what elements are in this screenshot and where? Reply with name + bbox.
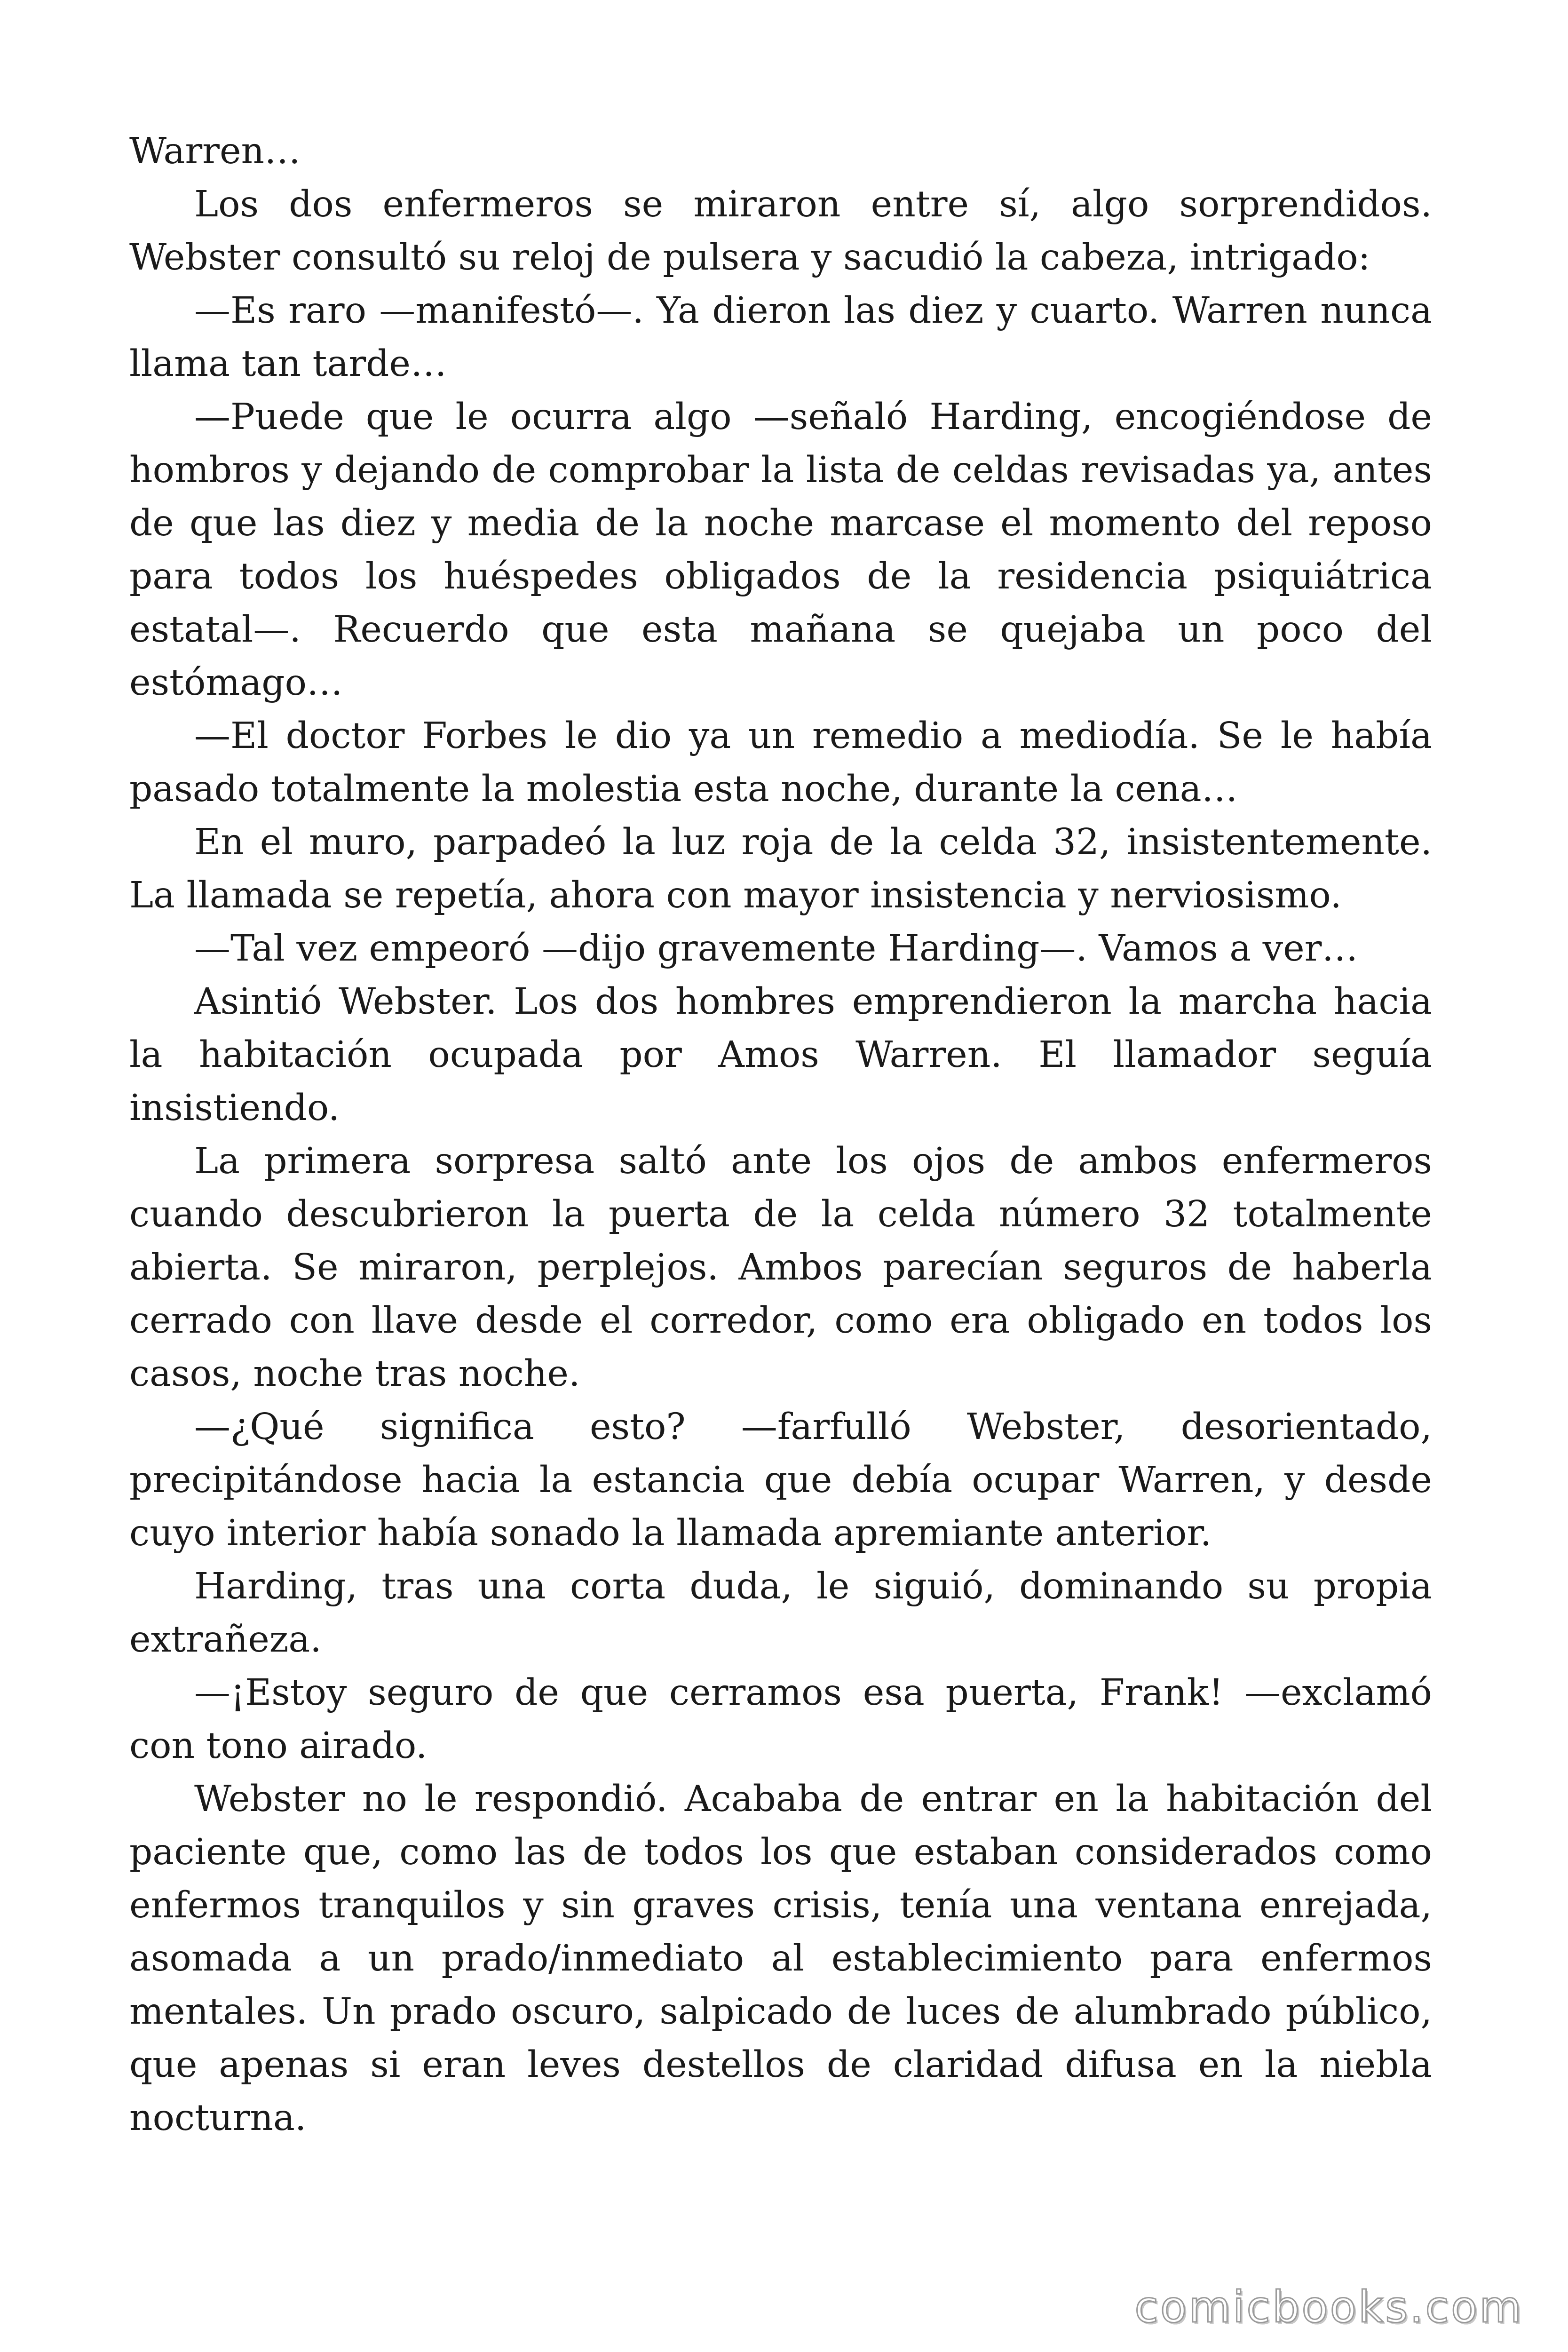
watermark: comicbooks.com	[1134, 2282, 1523, 2332]
paragraph-12: —¡Estoy seguro de que cerramos esa puerta, Frank! —exclamó con tono airado.	[129, 1672, 1432, 1767]
page-text	[129, 125, 1432, 2145]
paragraph-4: —Puede que le ocurra algo —señaló Harding, encogiéndose de hombros y dejando de comprobar la lista de celdas revisadas ya, antes de que las diez y media de la noche marcase el momento del reposo para todos los huéspedes obligados de la residencia psiquiátrica estatal—. Recuerdo que esta mañana se quejaba un poco del estómago…	[129, 396, 1432, 704]
paragraph-8: Asintió Webster. Los dos hombres emprendieron la marcha hacia la habitación ocupada por Amos Warren. El llamador seguía insistiendo.	[129, 981, 1432, 1129]
paragraph-3: —Es raro —manifestó—. Ya dieron las diez y cuarto. Warren nunca llama tan tarde…	[129, 290, 1432, 385]
paragraph-2: Los dos enfermeros se miraron entre sí, algo sorprendidos. Webster consultó su reloj de pulsera y sacudió la cabeza, intrigado:	[129, 183, 1432, 278]
paragraph-13: Webster no le respondió. Acababa de entrar en la habitación del paciente que, como las de todos los que estaban considerados como enfermos tranquilos y sin graves crisis, tenía una ventana enrejada, asomada a un prado/inmediato al establecimiento para enfermos mentales. Un prado oscuro, salpicado de luces de alumbrado público, que apenas si eran leves destellos de claridad difusa en la niebla nocturna.	[129, 1778, 1432, 2139]
paragraph-10: —¿Qué significa esto? —farfulló Webster, desorientado, precipitándose hacia la estancia que debía ocupar Warren, y desde cuyo interior había sonado la llamada apremiante anterior.	[129, 1406, 1432, 1554]
paragraph-11: Harding, tras una corta duda, le siguió, dominando su propia extrañeza.	[129, 1565, 1432, 1661]
paragraph-6: En el muro, parpadeó la luz roja de la celda 32, insistentemente. La llamada se repetía, ahora con mayor insistencia y nerviosismo.	[129, 821, 1432, 916]
paragraph-9: La primera sorpresa saltó ante los ojos de ambos enfermeros cuando descubrieron la puerta de la celda número 32 totalmente abierta. Se miraron, perplejos. Ambos parecían seguros de haberla cerrado con llave desde el corredor, como era obligado en todos los casos, noche tras noche.	[129, 1140, 1432, 1395]
paragraph-5: —El doctor Forbes le dio ya un remedio a mediodía. Se le había pasado totalmente la molestia esta noche, durante la cena…	[129, 715, 1432, 810]
paragraph-7: —Tal vez empeoró —dijo gravemente Harding—. Vamos a ver…	[194, 928, 1358, 969]
paragraph-1: Warren…	[129, 130, 301, 172]
